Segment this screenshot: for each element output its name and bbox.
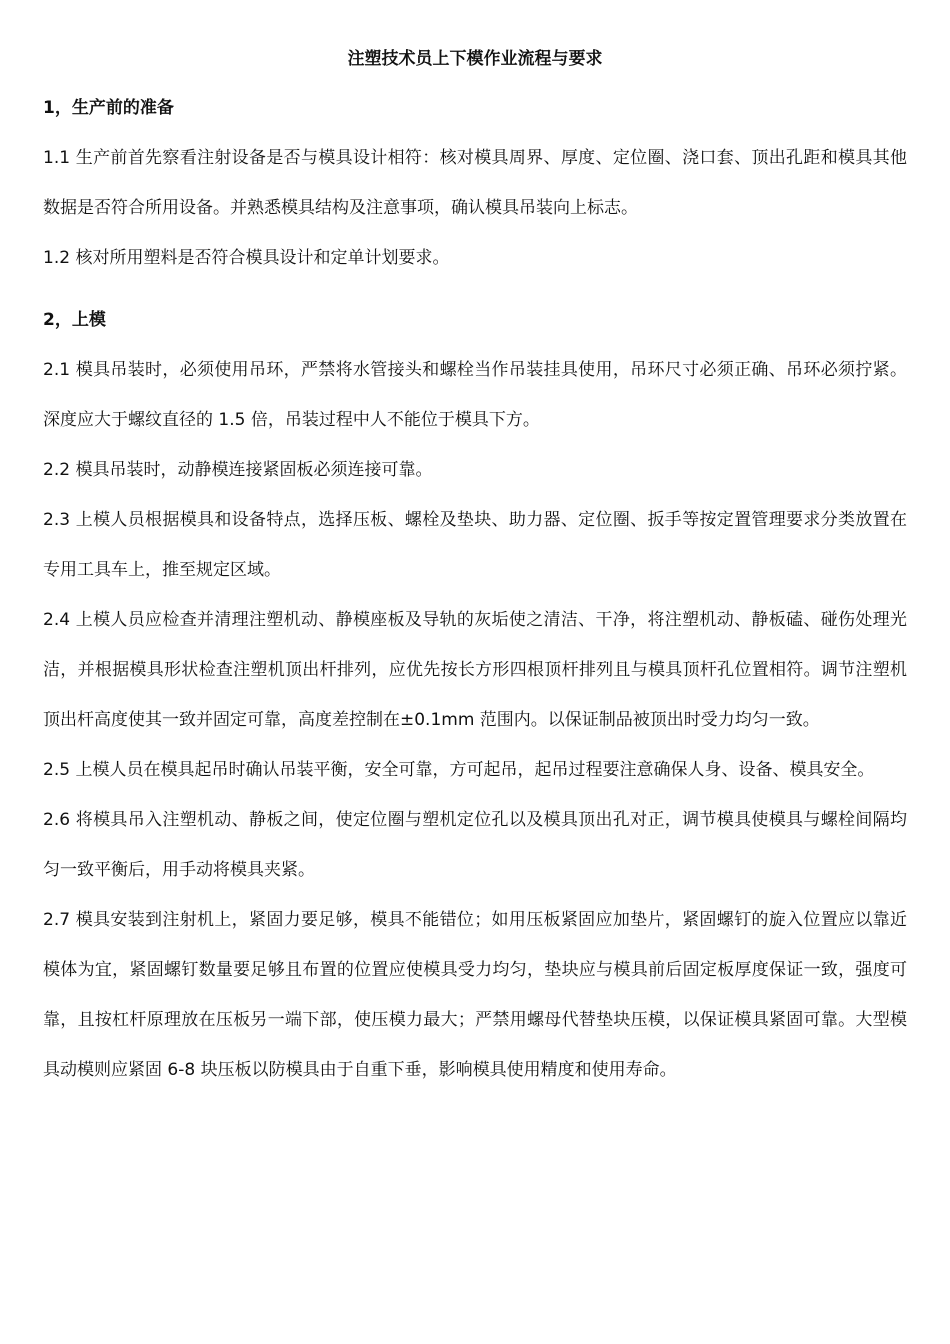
paragraph: 2.7 模具安装到注射机上，紧固力要足够，模具不能错位；如用压板紧固应加垫片，紧固螺钉的旋入位置应以靠近模体为宜，紧固螺钉数量要足够且布置的位置应使模具受力均匀，垫块应与模具前后固定板厚度保证一致，强度可靠，且按杠杆原理放在压板另一端下部，使压模力最大；严禁用螺母代替垫块压模，以保证模具紧固可靠。大型模具动模则应紧固 6-8 块压板以防模具由于自重下垂，影响模具使用精度和使用寿命。 bbox=[43, 910, 907, 1080]
paragraph: 2.4 上模人员应检查并清理注塑机动、静模座板及导轨的灰垢使之清洁、干净，将注塑机动、静板磕、碰伤处理光洁，并根据模具形状检查注塑机顶出杆排列，应优先按长方形四根顶杆排列且与模具顶杆孔位置相符。调节注塑机顶出杆高度使其一致并固定可靠，高度差控制在±0.1mm 范围内。以保证制品被顶出时受力均匀一致。 bbox=[43, 610, 907, 730]
document-title: 注塑技术员上下模作业流程与要求 bbox=[347, 49, 603, 69]
paragraph: 2.2 模具吊装时，动静模连接紧固板必须连接可靠。 bbox=[43, 460, 433, 480]
paragraph: 1.1 生产前首先察看注射设备是否与模具设计相符：核对模具周界、厚度、定位圈、浇口套、顶出孔距和模具其他数据是否符合所用设备。并熟悉模具结构及注意事项，确认模具吊装向上标志。 bbox=[43, 148, 907, 218]
section-preparation bbox=[43, 96, 907, 283]
section-heading: 2，上模 bbox=[43, 310, 106, 330]
paragraph: 2.6 将模具吊入注塑机动、静板之间，使定位圈与塑机定位孔以及模具顶出孔对正，调节模具使模具与螺栓间隔均匀一致平衡后，用手动将模具夹紧。 bbox=[43, 810, 907, 880]
document-body bbox=[43, 96, 907, 1095]
paragraph: 2.3 上模人员根据模具和设备特点，选择压板、螺栓及垫块、助力器、定位圈、扳手等按定置管理要求分类放置在专用工具车上，推至规定区域。 bbox=[43, 510, 907, 580]
section-mold-loading bbox=[43, 308, 907, 1095]
paragraph: 1.2 核对所用塑料是否符合模具设计和定单计划要求。 bbox=[43, 248, 450, 268]
paragraph: 2.5 上模人员在模具起吊时确认吊装平衡，安全可靠，方可起吊，起吊过程要注意确保人身、设备、模具安全。 bbox=[43, 760, 875, 780]
section-heading: 1，生产前的准备 bbox=[43, 98, 174, 118]
paragraph: 2.1 模具吊装时，必须使用吊环，严禁将水管接头和螺栓当作吊装挂具使用，吊环尺寸必须正确、吊环必须拧紧。深度应大于螺纹直径的 1.5 倍，吊装过程中人不能位于模具下方。 bbox=[43, 360, 907, 430]
